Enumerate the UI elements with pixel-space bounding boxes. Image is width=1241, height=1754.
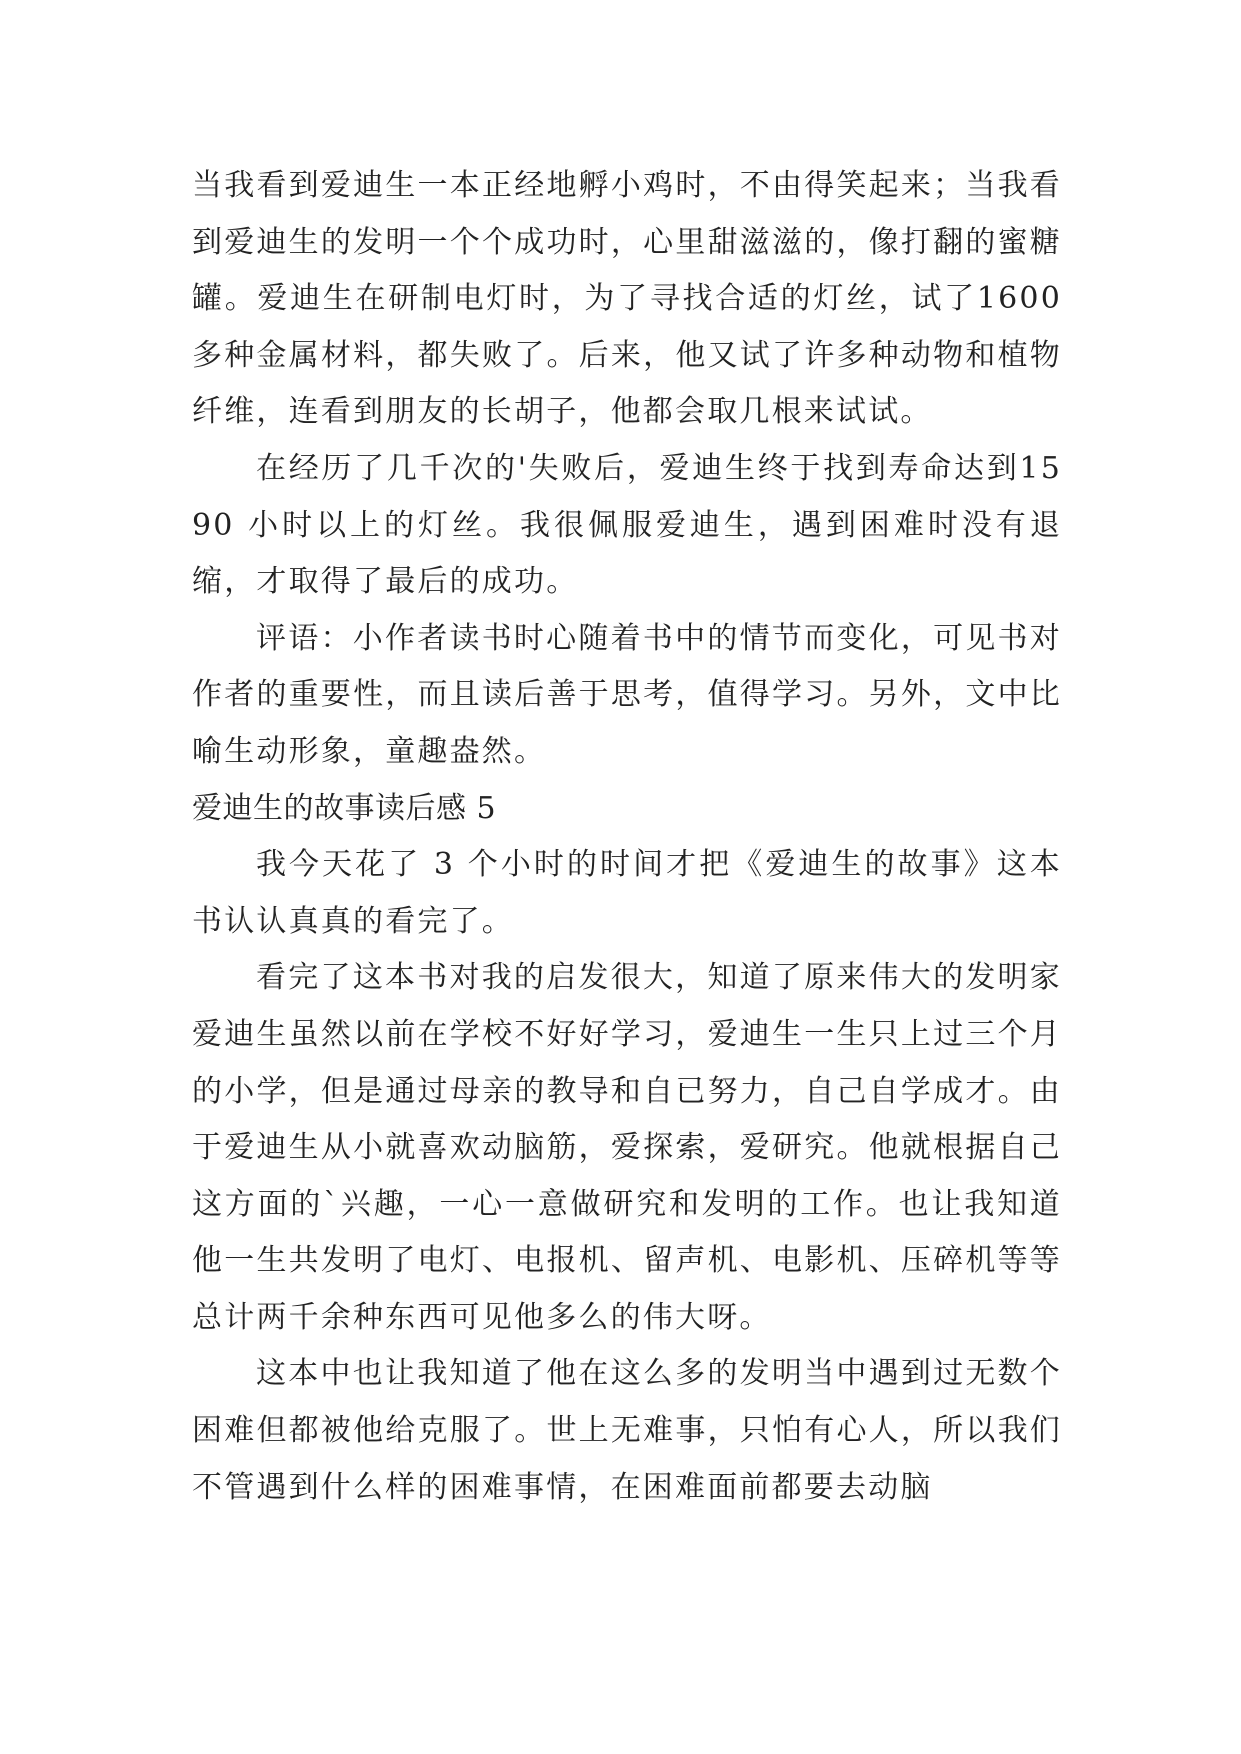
- paragraph-4: 我今天花了 3 个小时的时间才把《爱迪生的故事》这本书认认真真的看完了。: [192, 847, 1062, 939]
- paragraph-5: 看完了这本书对我的启发很大，知道了原来伟大的发明家爱迪生虽然以前在学校不好好学习，爱迪生一生只上过三个月的小学，但是通过母亲的教导和自已努力，自己自学成才。由于爱迪生从小就喜欢动脑筋，爱探索，爱研究。他就根据自己这方面的`兴趣，一心一意做研究和发明的工作。也让我知道他一生共发明了电灯、电报机、留声机、电影机、压碎机等等总计两千余种东西可见他多么的伟大呀。: [192, 960, 1062, 1335]
- paragraph-1: 当我看到爱迪生一本正经地孵小鸡时，不由得笑起来；当我看到爱迪生的发明一个个成功时，心里甜滋滋的，像打翻的蜜糖罐。爱迪生在研制电灯时，为了寻找合适的灯丝，试了1600 多种金属材料，都失败了。后来，他又试了许多种动物和植物纤维，连看到朋友的长胡子，他都会取几根来试试。: [192, 168, 1062, 430]
- paragraph-3-comment: 评语：小作者读书时心随着书中的情节而变化，可见书对作者的重要性，而且读后善于思考，值得学习。另外，文中比喻生动形象，童趣盎然。: [192, 620, 1062, 769]
- section-heading: 爱迪生的故事读后感 5: [192, 790, 497, 826]
- paragraph-6: 这本中也让我知道了他在这么多的发明当中遇到过无数个困难但都被他给克服了。世上无难事，只怕有心人，所以我们不管遇到什么样的困难事情，在困难面前都要去动脑: [192, 1356, 1062, 1505]
- paragraph-2: 在经历了几千次的'失败后，爱迪生终于找到寿命达到1590 小时以上的灯丝。我很佩服爱迪生，遇到困难时没有退缩，才取得了最后的成功。: [192, 450, 1062, 600]
- document-body: [192, 158, 1062, 1516]
